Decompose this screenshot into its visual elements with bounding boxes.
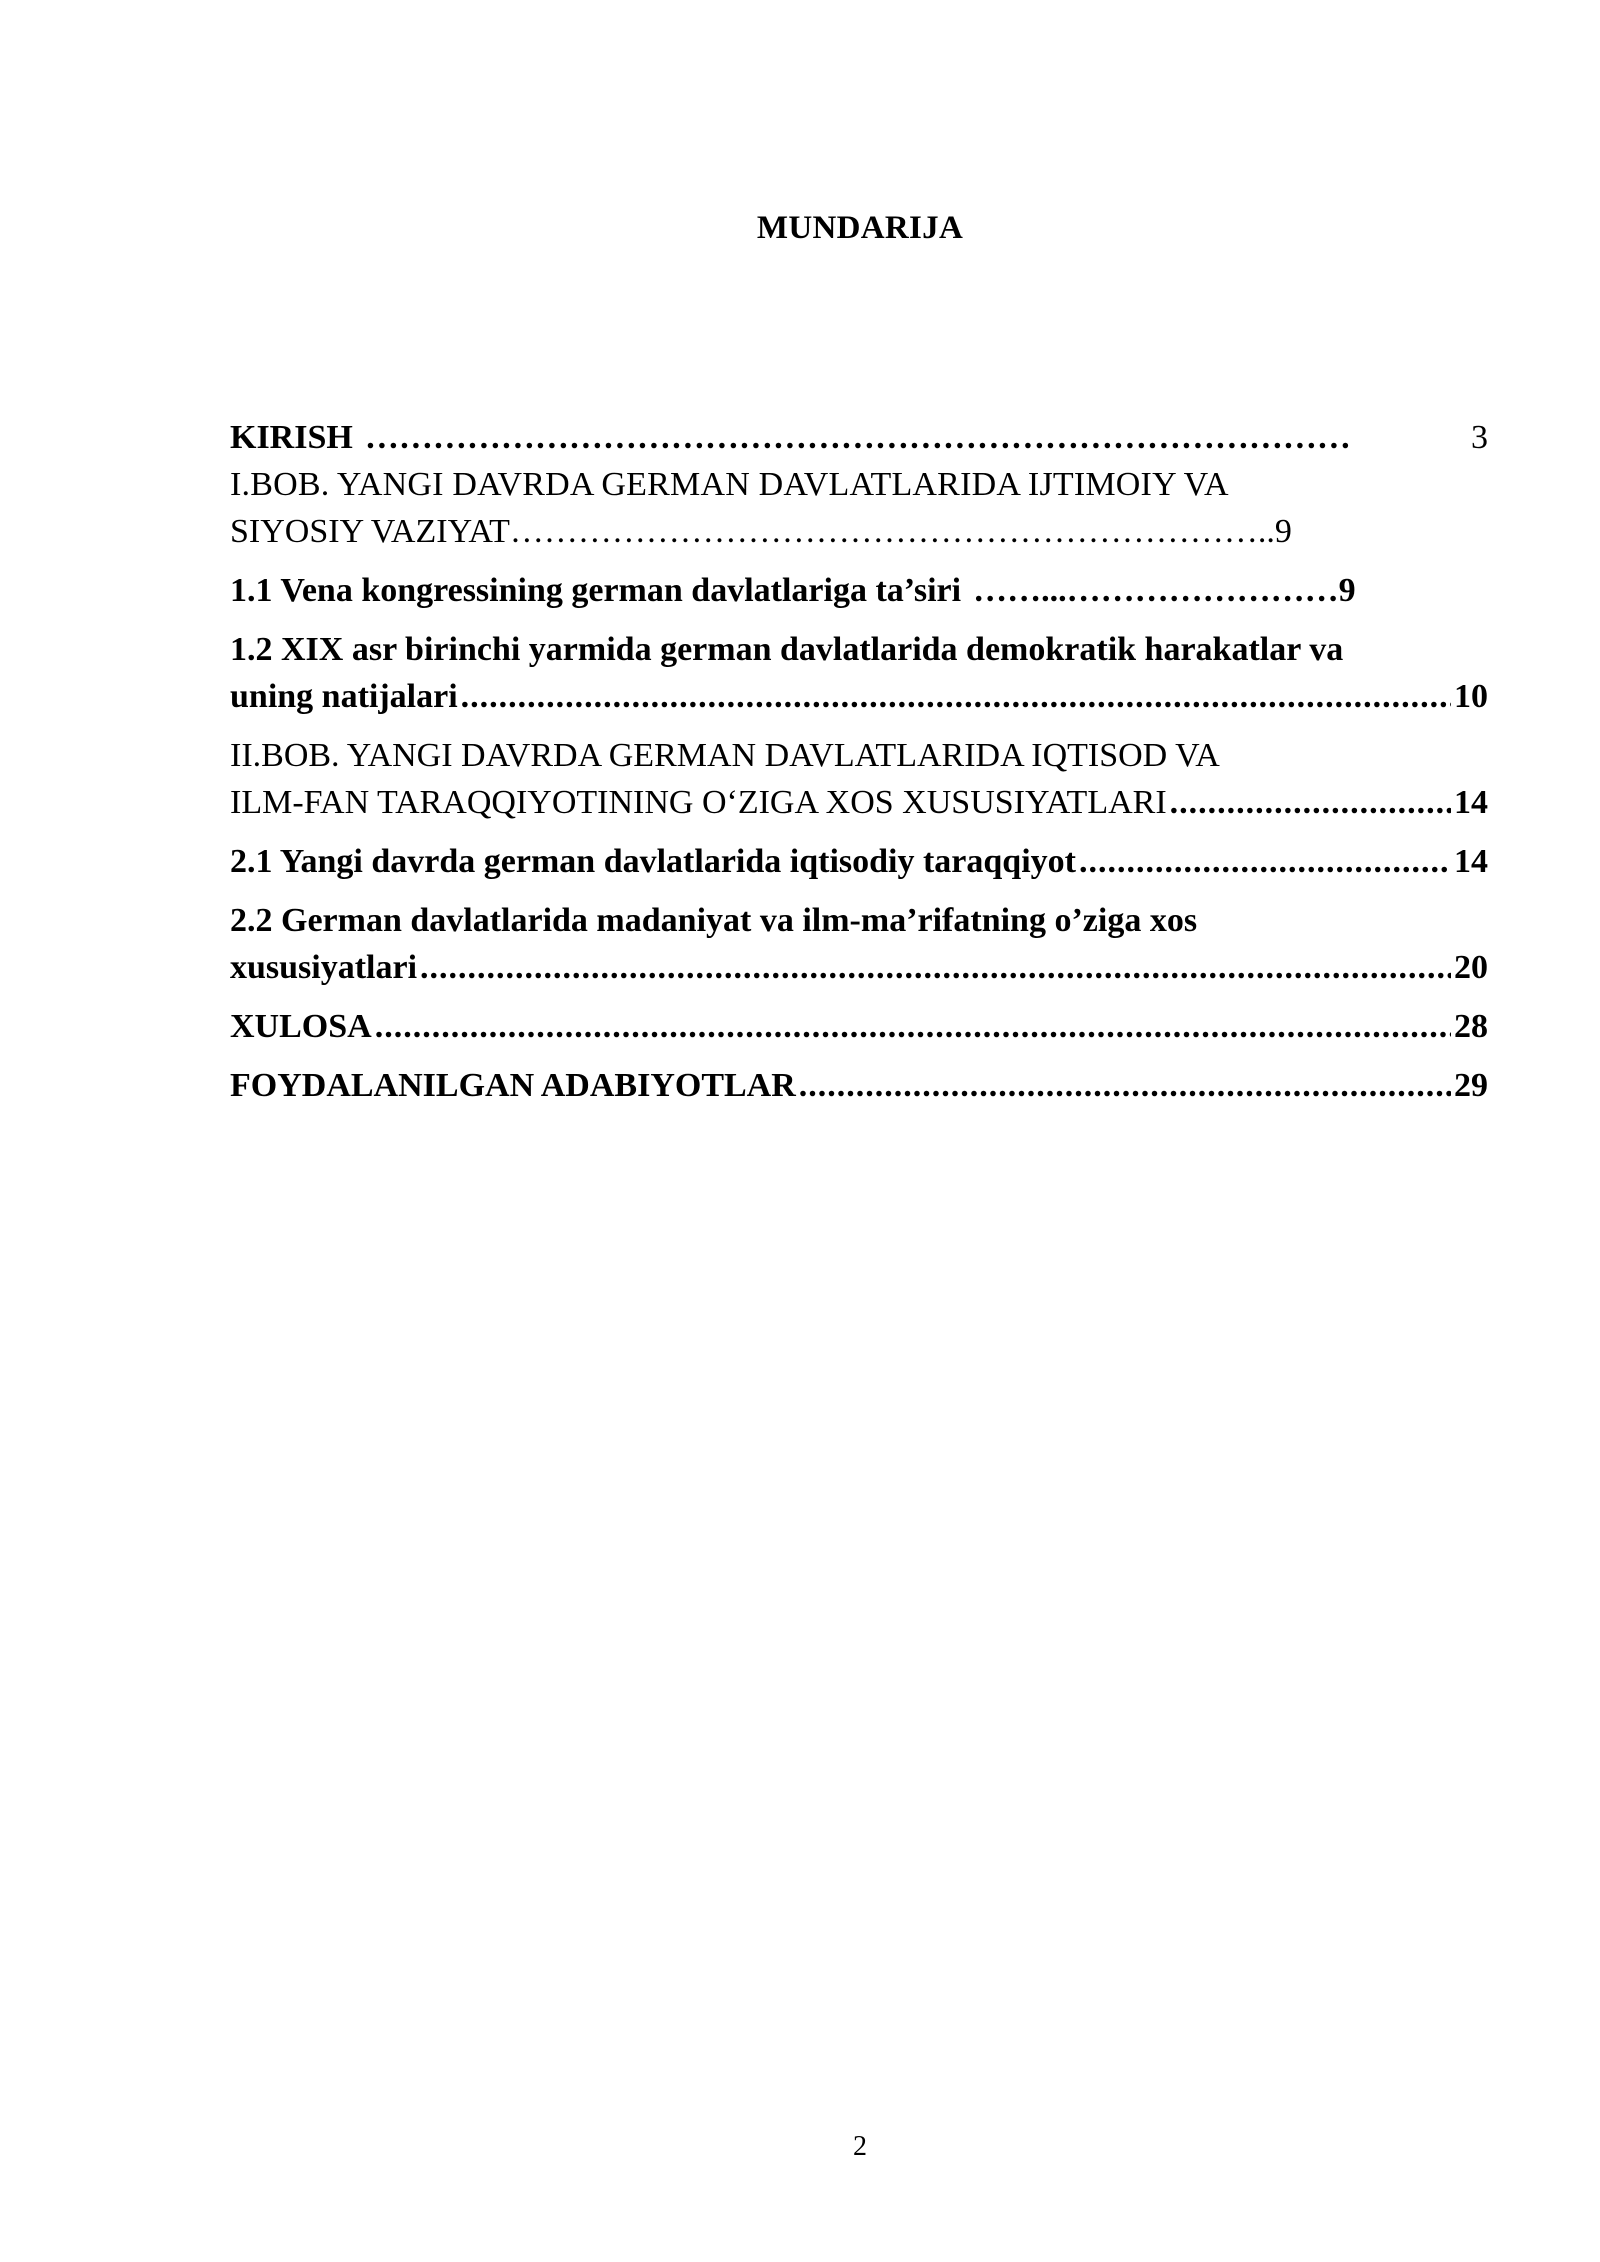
toc-entry-title: 1.2 XIX asr birinchi yarmida german davlatlarida demokratik harakatlar va <box>230 631 1344 668</box>
toc-entry-title: KIRISH <box>230 419 353 456</box>
toc-entry-section-1-2[interactable] <box>230 626 1488 720</box>
toc-entry-adabiyotlar[interactable] <box>230 1062 1488 1109</box>
toc-entry-title: I.BOB. YANGI DAVRDA GERMAN DAVLATLARIDA IJTIMOIY VA <box>230 466 1229 503</box>
toc-entry-title-cont: SIYOSIY VAZIYAT <box>230 513 510 550</box>
toc-entry-title-cont: uning natijalari <box>230 678 458 715</box>
toc-entry-section-2-1[interactable] <box>230 838 1488 885</box>
page-title: MUNDARIJA <box>756 210 964 246</box>
toc-page-number: 9 <box>1274 513 1292 550</box>
toc-entry-section-1-1[interactable] <box>230 567 1488 614</box>
toc-entry-chapter-1[interactable] <box>230 461 1488 555</box>
toc-leader <box>1079 838 1451 885</box>
toc-leader <box>375 1003 1451 1050</box>
toc-leader <box>420 944 1451 991</box>
toc-entry-title: 2.2 German davlatlarida madaniyat va ilm-ma’rifatning o’ziga xos <box>230 902 1198 939</box>
toc-entry-chapter-2[interactable] <box>230 732 1488 826</box>
toc-page-number: 10 <box>1454 678 1488 715</box>
toc-entry-title: XULOSA <box>230 1008 372 1045</box>
toc-entry-title-cont: ILM-FAN TARAQQIYOTINING O‘ZIGA XOS XUSUSIYATLARI <box>230 784 1167 821</box>
toc-page-number: 14 <box>1454 784 1488 821</box>
toc-page-number: 29 <box>1454 1067 1488 1104</box>
toc-entry-xulosa[interactable] <box>230 1003 1488 1050</box>
toc-page-number: 28 <box>1454 1008 1488 1045</box>
toc-leader: ………………………………………………………….. <box>509 513 1275 550</box>
toc-leader: …………………………………………………………………………… <box>364 419 1351 456</box>
toc-page-number: 20 <box>1454 949 1488 986</box>
toc-leader <box>799 1062 1451 1109</box>
toc-page-number: 3 <box>1471 419 1488 456</box>
table-of-contents <box>230 414 1488 1109</box>
toc-entry-section-2-2[interactable] <box>230 897 1488 991</box>
toc-leader <box>1170 779 1451 826</box>
toc-leader: ……...…………………… <box>973 572 1339 609</box>
toc-leader <box>461 673 1451 720</box>
toc-page-number: 9 <box>1338 572 1356 609</box>
toc-entry-title: II.BOB. YANGI DAVRDA GERMAN DAVLATLARIDA IQTISOD VA <box>230 737 1220 774</box>
toc-entry-title-cont: xususiyatlari <box>230 949 418 986</box>
toc-entry-title: 1.1 Vena kongressining german davlatlariga ta’siri <box>230 572 962 609</box>
toc-entry-kirish[interactable] <box>230 414 1488 461</box>
toc-entry-title: FOYDALANILGAN ADABIYOTLAR <box>230 1067 796 1104</box>
toc-entry-title: 2.1 Yangi davrda german davlatlarida iqtisodiy taraqqiyot <box>230 843 1076 880</box>
page-number: 2 <box>853 2131 867 2162</box>
toc-page-number: 14 <box>1454 843 1488 880</box>
